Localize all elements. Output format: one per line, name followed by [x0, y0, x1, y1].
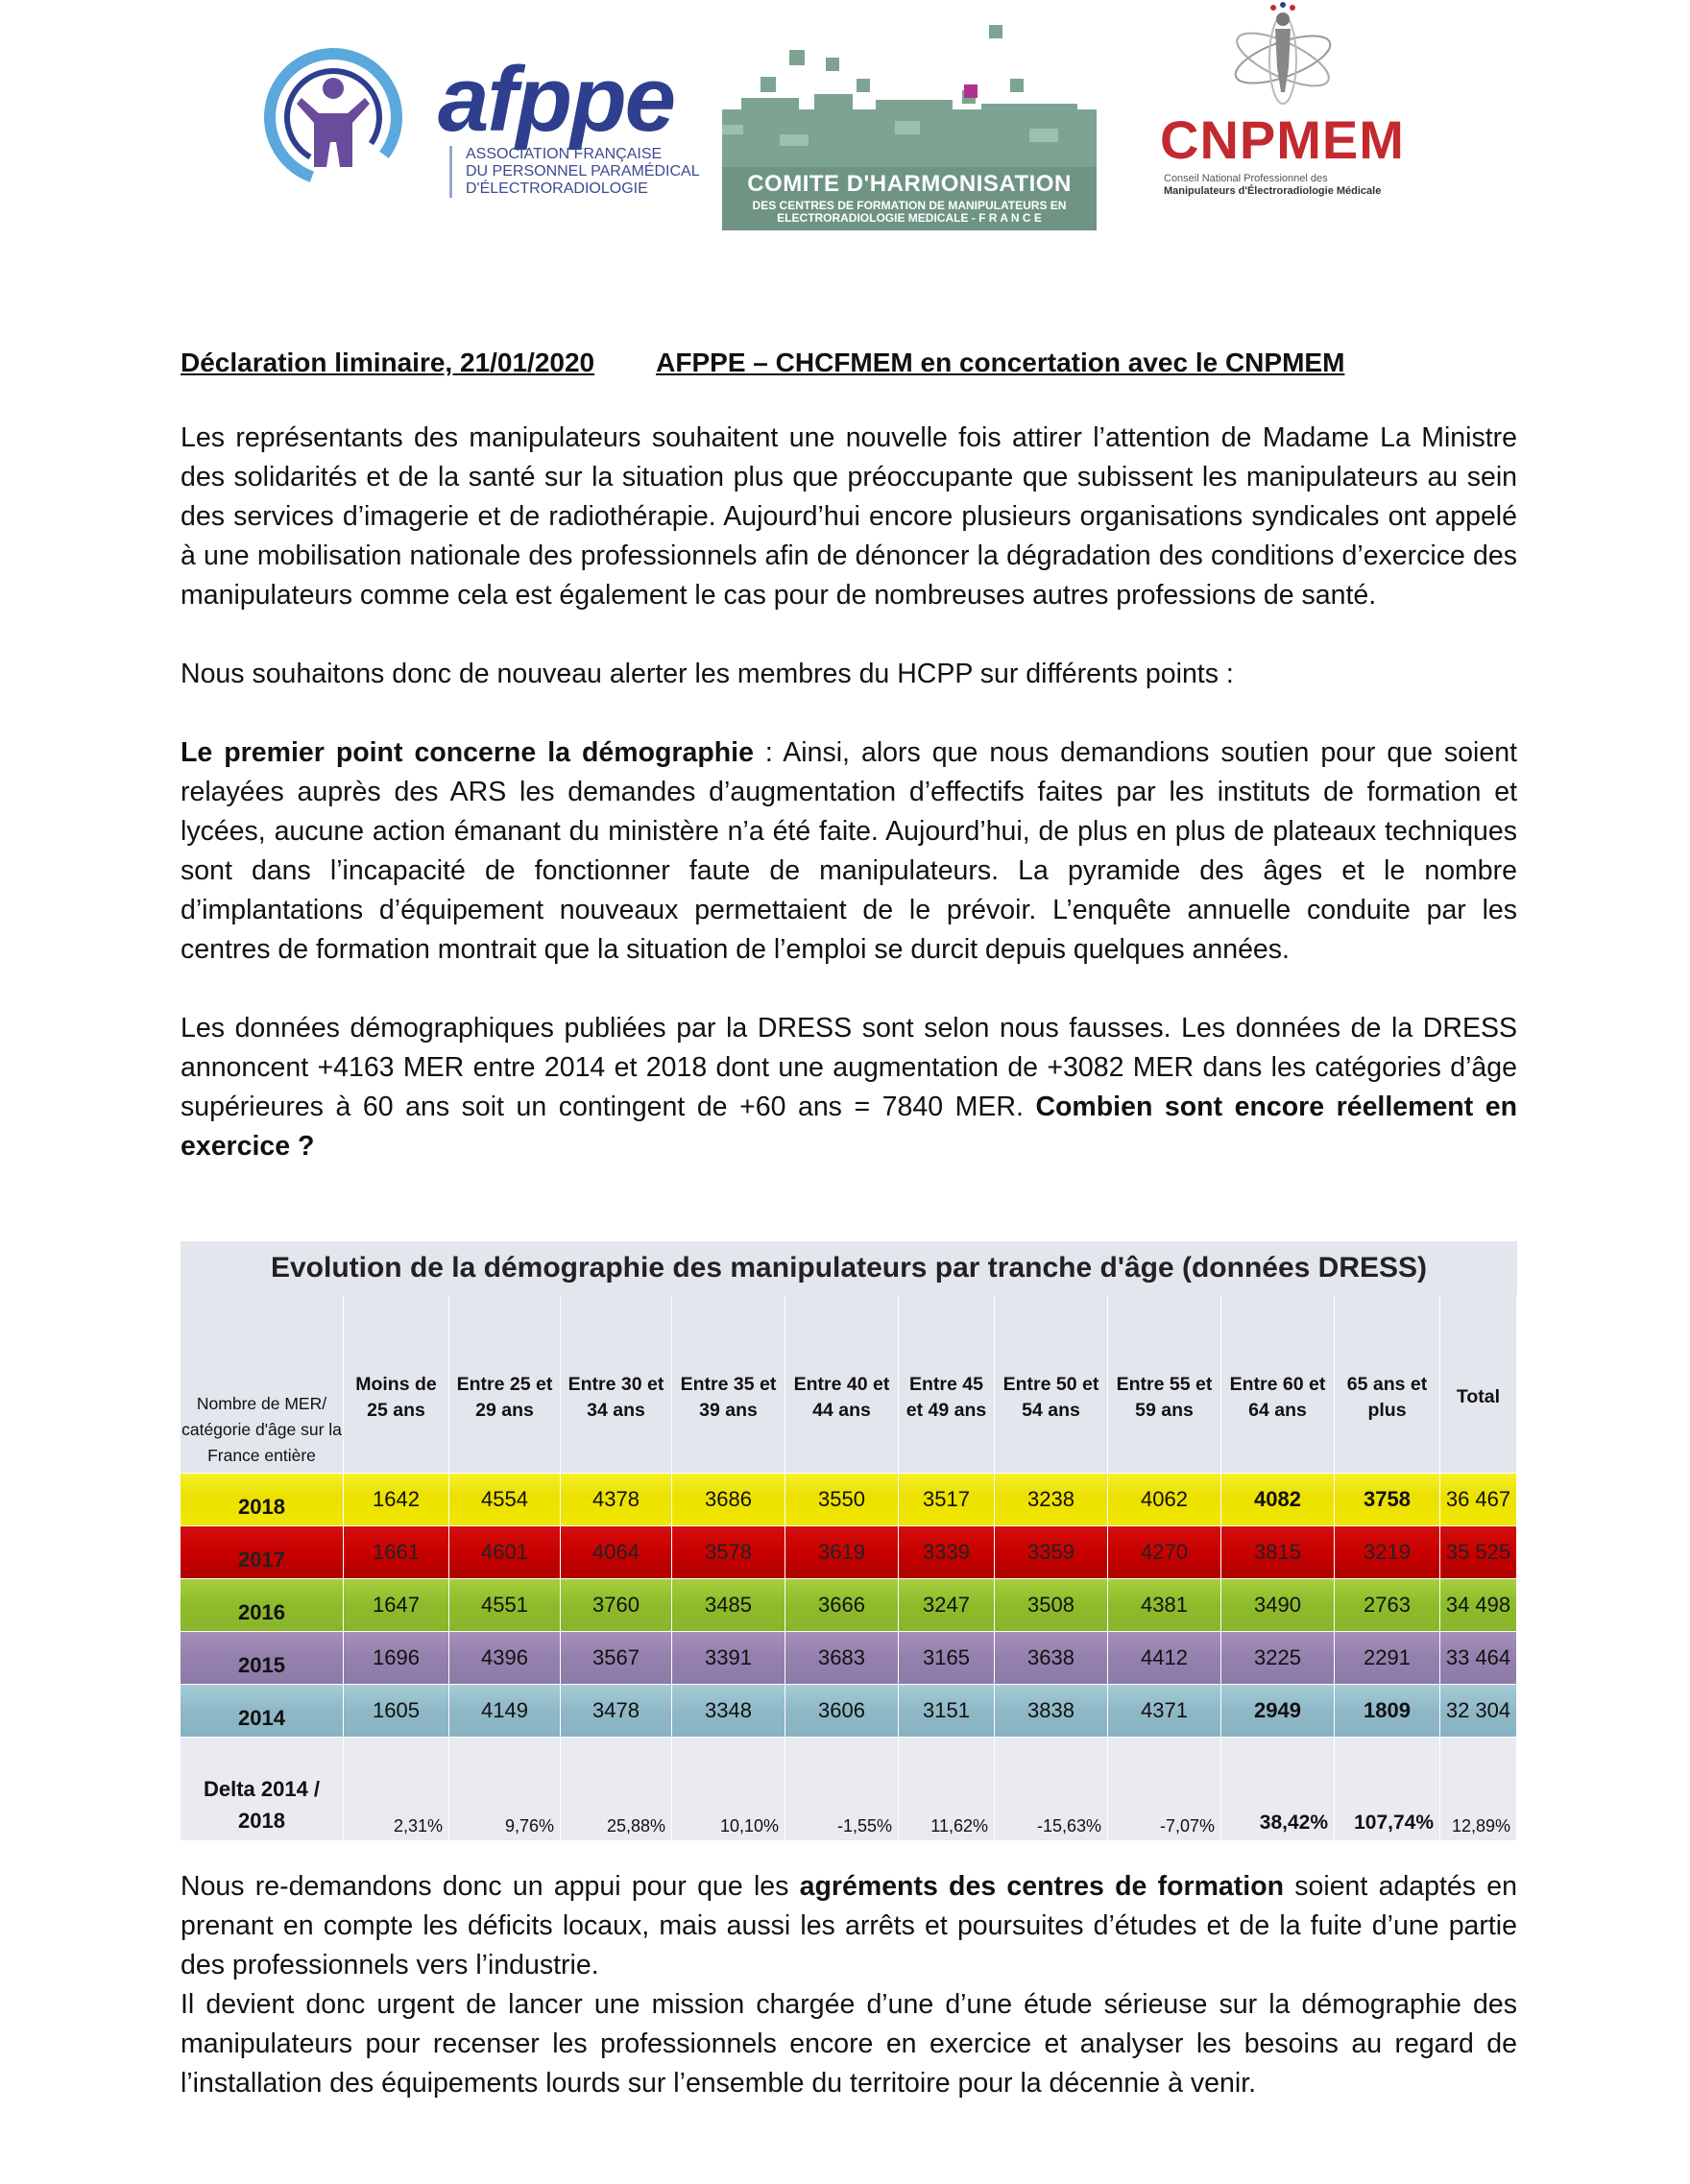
delta-cell: -15,63%	[995, 1738, 1108, 1841]
table-cell: 32 304	[1440, 1685, 1517, 1738]
afppe-wordmark: afppe	[438, 48, 675, 151]
paragraph-dress: Les données démographiques publiées par la DRESS sont selon nous fausses. Les données de la DRESS annoncent +4163 MER entre 2014 et 2018 dont une augmentation de +3082 MER dans les catégories d’âge supérieures à 60 ans soit un contingent de +60 ans = 7840 MER. Combien sont encore réellement en exercice ?	[181, 1013, 1518, 1162]
table-cell: 4551	[449, 1579, 561, 1632]
delta-cell: 11,62%	[899, 1738, 995, 1841]
column-header: 65 ans et plus	[1335, 1295, 1440, 1474]
table-cell: 2291	[1335, 1632, 1440, 1685]
table-cell: 1642	[344, 1474, 449, 1526]
afppe-subtitle: ASSOCIATION FRANÇAISE DU PERSONNEL PARAMÉDICAL D'ÉLECTRORADIOLOGIE	[449, 146, 700, 198]
table-cell: 2763	[1335, 1579, 1440, 1632]
table-cell: 36 467	[1440, 1474, 1517, 1526]
table-cell: 3219	[1335, 1526, 1440, 1579]
table-cell: 4149	[449, 1685, 561, 1738]
table-cell: 3638	[995, 1632, 1108, 1685]
column-header: Moins de 25 ans	[344, 1295, 449, 1474]
table-cell: 1809	[1335, 1685, 1440, 1738]
table-cell: 3606	[785, 1685, 899, 1738]
agrements-highlight: agréments des centres de formation	[799, 1871, 1285, 1902]
table-cell: 4270	[1108, 1526, 1221, 1579]
cnpmem-wordmark: CNPMEM	[1160, 109, 1405, 170]
column-header: Entre 45 et 49 ans	[899, 1295, 995, 1474]
row-year-label: 2017	[181, 1526, 344, 1579]
delta-cell: 2,31%	[344, 1738, 449, 1841]
table-cell: 1661	[344, 1526, 449, 1579]
table-cell: 4601	[449, 1526, 561, 1579]
table-cell: 3151	[899, 1685, 995, 1738]
column-header: Entre 50 et 54 ans	[995, 1295, 1108, 1474]
table-cell: 3666	[785, 1579, 899, 1632]
afppe-logo	[261, 42, 712, 215]
column-header: Entre 35 et 39 ans	[672, 1295, 785, 1474]
table-cell: 3815	[1221, 1526, 1335, 1579]
delta-cell: -7,07%	[1108, 1738, 1221, 1841]
table-cell: 4062	[1108, 1474, 1221, 1526]
table-cell: 4371	[1108, 1685, 1221, 1738]
paragraph-intro: Les représentants des manipulateurs souhaitent une nouvelle fois attirer l’attention de Madame La Ministre des solidarités et de la santé sur la situation plus que préoccupante que subissent les manipulateurs au sein des services d’imagerie et de radiothérapie. Aujourd’hui encore plusieurs organisations syndicales ont appelé à une mobilisation nationale des professionnels afin de dénoncer la dégradation des conditions d’exercice des manipulateurs comme cela est également le cas pour de nombreuses autres professions de santé.	[181, 422, 1517, 611]
row-year-label: 2014	[181, 1685, 344, 1738]
afppe-emblem-icon	[261, 42, 405, 186]
comite-harmonisation-logo	[722, 21, 1097, 232]
table-cell: 3348	[672, 1685, 785, 1738]
table-cell: 4378	[561, 1474, 672, 1526]
comite-blocks-icon	[722, 21, 1097, 171]
delta-cell: 25,88%	[561, 1738, 672, 1841]
table-cell: 1605	[344, 1685, 449, 1738]
delta-cell: 107,74%	[1335, 1738, 1440, 1841]
table-cell: 1696	[344, 1632, 449, 1685]
table-cell: 4064	[561, 1526, 672, 1579]
table-cell: 3485	[672, 1579, 785, 1632]
document-title	[181, 348, 1344, 378]
table-cell: 3225	[1221, 1632, 1335, 1685]
paragraph-mission: Il devient donc urgent de lancer une mission chargée d’une d’une étude sérieuse sur la démographie des manipulateurs pour recenser les professionnels encore en exercice et analyser les besoins au regard de l’installation des équipements lourds sur l’ensemble du territoire pour la décennie à venir.	[181, 1989, 1517, 2099]
table-cell: 3578	[672, 1526, 785, 1579]
paragraph-agrements: Nous re-demandons donc un appui pour que les agréments des centres de formation soient adaptés en prenant en compte les déficits locaux, mais aussi les arrêts et poursuites d’études et de la fuite d’une partie des professionnels vers l’industrie.	[181, 1871, 1517, 1980]
table-cell: 4381	[1108, 1579, 1221, 1632]
column-header: Entre 60 et 64 ans	[1221, 1295, 1335, 1474]
comite-title: COMITE D'HARMONISATION	[747, 171, 1072, 197]
paragraph-alert: Nous souhaitons donc de nouveau alerter les membres du HCPP sur différents points :	[181, 659, 1234, 689]
table-cell: 2949	[1221, 1685, 1335, 1738]
table-grid	[181, 1295, 1517, 1841]
delta-cell: 10,10%	[672, 1738, 785, 1841]
column-header: Entre 25 et 29 ans	[449, 1295, 561, 1474]
table-cell: 3359	[995, 1526, 1108, 1579]
column-header: Entre 40 et 44 ans	[785, 1295, 899, 1474]
table-cell: 3619	[785, 1526, 899, 1579]
column-header: Total	[1440, 1295, 1517, 1474]
table-title: Evolution de la démographie des manipulateurs par tranche d'âge (données DRESS)	[181, 1241, 1517, 1295]
table-cell: 3165	[899, 1632, 995, 1685]
row-year-label: 2016	[181, 1579, 344, 1632]
cnpmem-logo	[1152, 0, 1421, 211]
row-year-label: 2018	[181, 1474, 344, 1526]
table-cell: 3517	[899, 1474, 995, 1526]
delta-label: Delta 2014 / 2018	[181, 1738, 344, 1841]
row-year-label: 2015	[181, 1632, 344, 1685]
paragraph-demographie: Le premier point concerne la démographie : Ainsi, alors que nous demandions soutien pour que soient relayées auprès des ARS les demandes d’augmentation d’effectifs faites par les instituts de formation et lycées, aucune action émanant du ministère n’a été faite. Aujourd’hui, de plus en plus de plateaux techniques sont dans l’incapacité de fonctionner faute de manipulateurs. La pyramide des âges et le nombre d’implantations d’équipement nouveaux permettaient de le prévoir. L’enquête annuelle conduite par les centres de formation montrait que la situation de l’emploi se durcit depuis quelques années.	[181, 737, 1517, 965]
table-cell: 3550	[785, 1474, 899, 1526]
table-cell: 1647	[344, 1579, 449, 1632]
delta-cell: 12,89%	[1440, 1738, 1517, 1841]
table-cell: 3760	[561, 1579, 672, 1632]
table-cell: 4396	[449, 1632, 561, 1685]
delta-cell: 9,76%	[449, 1738, 561, 1841]
title-right: AFPPE – CHCFMEM en concertation avec le CNPMEM	[656, 348, 1345, 377]
table-cell: 4082	[1221, 1474, 1335, 1526]
table-corner-header: Nombre de MER/ catégorie d'âge sur la France entière	[181, 1295, 344, 1474]
table-cell: 34 498	[1440, 1579, 1517, 1632]
table-cell: 35 525	[1440, 1526, 1517, 1579]
delta-cell: -1,55%	[785, 1738, 899, 1841]
demographics-table	[181, 1241, 1517, 1854]
table-cell: 3683	[785, 1632, 899, 1685]
table-cell: 3391	[672, 1632, 785, 1685]
table-cell: 4554	[449, 1474, 561, 1526]
table-cell: 3567	[561, 1632, 672, 1685]
column-header: Entre 55 et 59 ans	[1108, 1295, 1221, 1474]
table-cell: 3686	[672, 1474, 785, 1526]
logo-bar	[0, 0, 1690, 288]
demographie-lead: Le premier point concerne la démographie	[181, 737, 754, 768]
column-header: Entre 30 et 34 ans	[561, 1295, 672, 1474]
table-cell: 4412	[1108, 1632, 1221, 1685]
table-cell: 3247	[899, 1579, 995, 1632]
table-cell: 33 464	[1440, 1632, 1517, 1685]
table-cell: 3339	[899, 1526, 995, 1579]
cnpmem-atom-icon	[1225, 0, 1340, 108]
table-cell: 3508	[995, 1579, 1108, 1632]
table-cell: 3490	[1221, 1579, 1335, 1632]
table-cell: 3758	[1335, 1474, 1440, 1526]
table-cell: 3238	[995, 1474, 1108, 1526]
comite-subtitle: DES CENTRES DE FORMATION DE MANIPULATEURS EN ELECTRORADIOLOGIE MEDICALE - F R A N C E	[752, 199, 1067, 225]
title-left: Déclaration liminaire, 21/01/2020	[181, 348, 595, 377]
dress-question: Combien sont encore réellement en exercice ?	[181, 1092, 1518, 1162]
delta-cell: 38,42%	[1221, 1738, 1335, 1841]
table-cell: 3478	[561, 1685, 672, 1738]
table-cell: 3838	[995, 1685, 1108, 1738]
cnpmem-subtitle: Conseil National Professionnel des Manipulateurs d'Électroradiologie Médicale	[1164, 173, 1382, 197]
